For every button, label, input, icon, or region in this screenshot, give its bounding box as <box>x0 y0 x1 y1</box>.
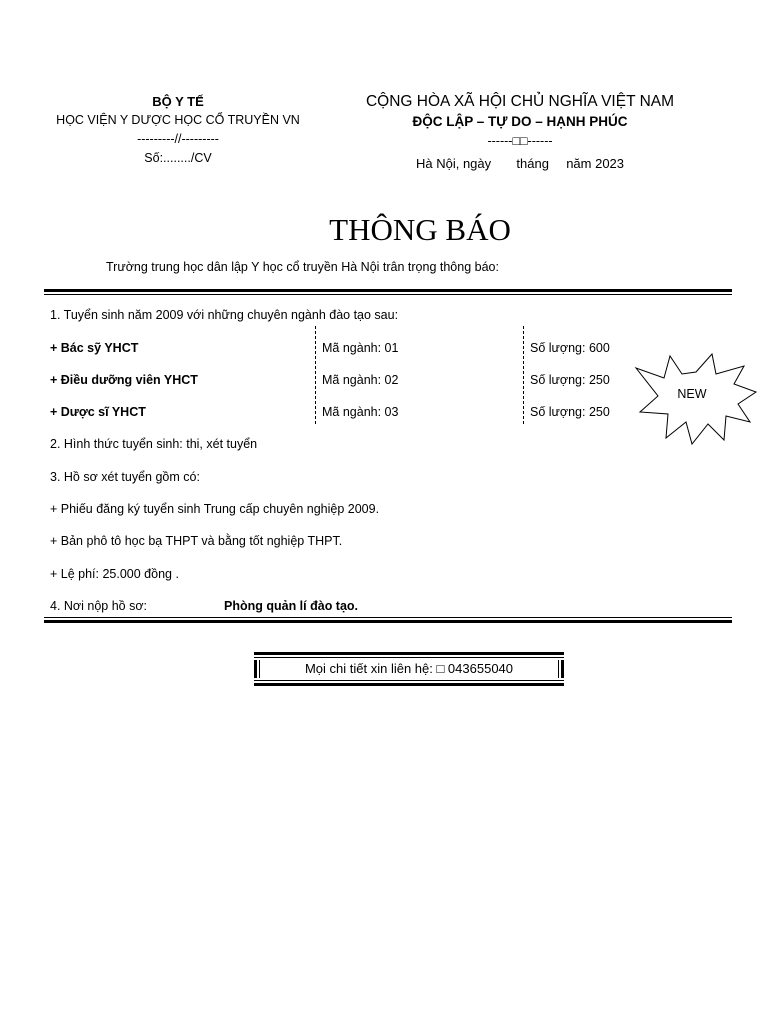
bottom-divider <box>44 617 732 623</box>
new-starburst-badge <box>634 344 758 448</box>
header-right-separator: ------□□------ <box>487 134 553 148</box>
header-right <box>350 92 690 174</box>
new-label: NEW <box>677 387 707 401</box>
column-divider <box>315 326 316 424</box>
contact-box <box>254 652 564 686</box>
intro-text: Trường trung học dân lập Y học cổ truyền Hà Nội trân trọng thông báo: <box>106 260 499 274</box>
academy-name: HỌC VIỆN Y DƯỢC HỌC CỔ TRUYỀN VN <box>56 113 300 127</box>
major-code: Mã ngành: 03 <box>322 405 399 419</box>
major-quota: Số lượng: 600 <box>530 341 610 355</box>
header-left <box>40 92 316 168</box>
section4-value: Phòng quản lí đào tạo. <box>224 599 359 613</box>
major-code: Mã ngành: 02 <box>322 373 399 387</box>
section1-heading: 1. Tuyển sinh năm 2009 với những chuyên ngành đào tạo sau: <box>50 308 399 322</box>
national-motto: ĐỘC LẬP – TỰ DO – HẠNH PHÚC <box>412 114 628 129</box>
document-number: Số:......../CV <box>144 151 212 165</box>
major-code: Mã ngành: 01 <box>322 341 399 355</box>
major-quota: Số lượng: 250 <box>530 405 610 419</box>
column-divider <box>523 326 524 424</box>
date-line <box>350 154 690 174</box>
header-left-separator: ---------//--------- <box>137 132 219 146</box>
major-name: + Dược sĩ YHCT <box>50 405 146 419</box>
section2-text: 2. Hình thức tuyển sinh: thi, xét tuyển <box>50 437 258 451</box>
list-item: + Bản phô tô học bạ THPT và bằng tốt nghiệp THPT. <box>50 534 343 548</box>
major-name: + Điều dưỡng viên YHCT <box>50 373 198 387</box>
date-month: tháng <box>516 156 549 171</box>
major-name: + Bác sỹ YHCT <box>50 341 139 355</box>
ministry-name: BỘ Y TẾ <box>152 94 204 109</box>
page-title: THÔNG BÁO <box>329 212 511 247</box>
section4-label: 4. Nơi nộp hồ sơ: <box>50 599 147 613</box>
contact-text: Mọi chi tiết xin liên hệ: □ 043655040 <box>304 661 514 676</box>
top-divider <box>44 289 732 295</box>
list-item: + Lệ phí: 25.000 đồng . <box>50 567 179 581</box>
republic-name: CỘNG HÒA XÃ HỘI CHỦ NGHĨA VIỆT NAM <box>365 93 675 110</box>
list-item: + Phiếu đăng ký tuyển sinh Trung cấp chuyên nghiệp 2009. <box>50 502 380 516</box>
date-year: năm 2023 <box>566 156 625 171</box>
major-quota: Số lượng: 250 <box>530 373 610 387</box>
date-place: Hà Nội, ngày <box>415 156 492 171</box>
section3-heading: 3. Hồ sơ xét tuyển gồm có: <box>50 470 200 484</box>
